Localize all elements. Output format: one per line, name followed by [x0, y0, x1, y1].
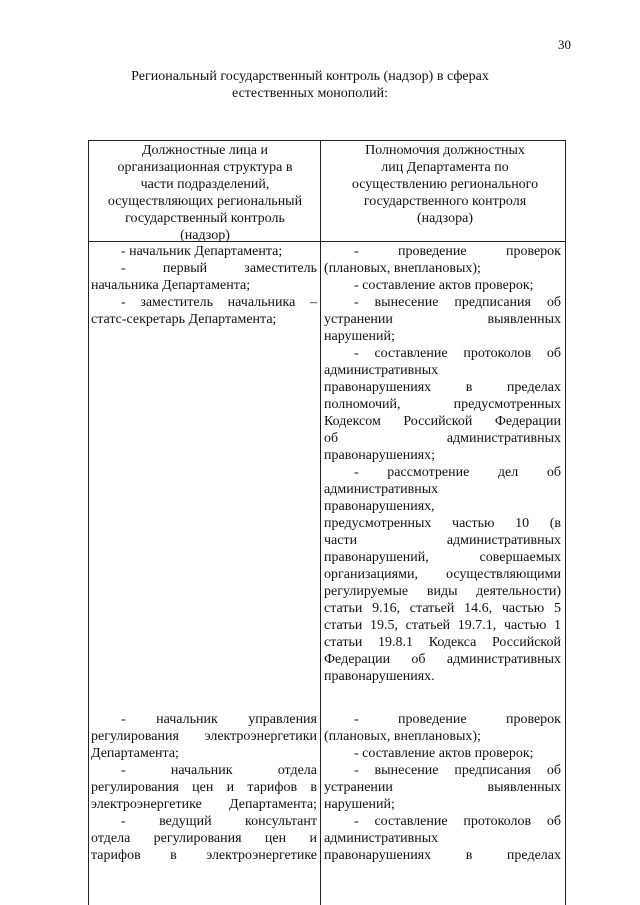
cell-line: административных — [324, 363, 439, 378]
cell-line: правонарушениях; — [324, 448, 436, 463]
cell-line: части административных — [324, 533, 561, 548]
header-line: (надзора) — [417, 211, 473, 226]
cell-line: - составление актов проверок; — [354, 746, 534, 761]
header-line: государственный контроль — [125, 211, 285, 226]
cell-line: правонарушениях в пределах — [324, 848, 561, 863]
cell-line: - составление протоколов об — [354, 814, 561, 829]
cell-line: правонарушений, совершаемых — [324, 550, 561, 565]
cell-line: - начальник отдела — [121, 763, 317, 778]
cell-line: - вынесение предписания об — [354, 295, 561, 310]
cell-line: регулируемые виды деятельности) — [324, 584, 561, 599]
right-border — [565, 141, 566, 905]
cell-line: устранении выявленных — [324, 312, 561, 327]
cell-line: тарифов в электроэнергетике — [91, 848, 317, 863]
cell-line: - рассмотрение дел об — [354, 465, 561, 480]
cell-line: Федерации об административных — [324, 652, 561, 667]
cell-line: правонарушениях в пределах — [324, 380, 561, 395]
cell-line: - проведение проверок — [354, 244, 561, 259]
header-line: осуществляющих региональный — [107, 194, 303, 209]
cell-line: (плановых, внеплановых); — [324, 729, 481, 744]
title-line: естественных монополий: — [232, 86, 388, 101]
cell-line: административных — [324, 482, 439, 497]
header-officials — [95, 142, 315, 244]
cell-line: полномочий, предусмотренных — [324, 397, 561, 412]
cell-line: - ведущий консультант — [121, 814, 317, 829]
cell-line: статьи 19.5, статьей 19.7.1, частью 1 — [324, 618, 561, 633]
cell-line: - заместитель начальника – — [121, 295, 317, 310]
cell-line: об административных — [324, 431, 561, 446]
row1-officials — [91, 243, 317, 328]
cell-line: нарушений; — [324, 797, 395, 812]
cell-line: - составление актов проверок; — [354, 278, 534, 293]
cell-line: начальника Департамента; — [91, 278, 251, 293]
header-line: лиц Департамента по — [381, 160, 509, 175]
cell-line: правонарушениях, — [324, 499, 435, 514]
row2-officials — [91, 711, 317, 864]
cell-line: предусмотренных частью 10 (в — [324, 516, 561, 531]
cell-line: - начальник управления — [121, 712, 317, 727]
cell-line: Кодексом Российской Федерации — [324, 414, 561, 429]
cell-line: административных — [324, 831, 439, 846]
cell-line: статьи 9.16, статьей 14.6, частью 5 — [324, 601, 561, 616]
header-powers — [327, 142, 563, 227]
powers-table — [88, 140, 566, 905]
header-line: Полномочия должностных — [365, 143, 525, 158]
cell-line: устранении выявленных — [324, 780, 561, 795]
row1-powers — [324, 243, 561, 685]
header-line: осуществлению регионального — [351, 177, 539, 192]
header-line: (надзор) — [180, 228, 230, 243]
cell-line: статс-секретарь Департамента; — [91, 312, 277, 327]
header-line: части подразделений, — [140, 177, 270, 192]
page-number: 30 — [558, 37, 571, 52]
cell-line: - первый заместитель — [121, 261, 317, 276]
cell-line: регулирования цен и тарифов в — [91, 780, 317, 795]
cell-line: статьи 19.8.1 Кодекса Российской — [324, 635, 561, 650]
header-line: Должностные лица и — [142, 143, 268, 158]
cell-line: Департамента; — [91, 746, 179, 761]
cell-line: - вынесение предписания об — [354, 763, 561, 778]
cell-line: - начальник Департамента; — [121, 244, 283, 259]
title-line: Региональный государственный контроль (надзор) в сферах — [131, 69, 489, 84]
row2-powers — [324, 711, 561, 864]
document-title — [110, 68, 510, 102]
cell-line: нарушений; — [324, 329, 395, 344]
cell-line: - составление протоколов об — [354, 346, 561, 361]
header-line: государственного контроля — [363, 194, 527, 209]
cell-line: регулирования электроэнергетики — [91, 729, 317, 744]
cell-line: отдела регулирования цен и — [91, 831, 317, 846]
column-divider — [320, 141, 321, 905]
cell-line: электроэнергетике Департамента; — [91, 797, 317, 812]
header-line: организационная структура в — [117, 160, 293, 175]
cell-line: организациями, осуществляющими — [324, 567, 561, 582]
cell-line: (плановых, внеплановых); — [324, 261, 481, 276]
cell-line: - проведение проверок — [354, 712, 561, 727]
cell-line: правонарушениях. — [324, 669, 435, 684]
